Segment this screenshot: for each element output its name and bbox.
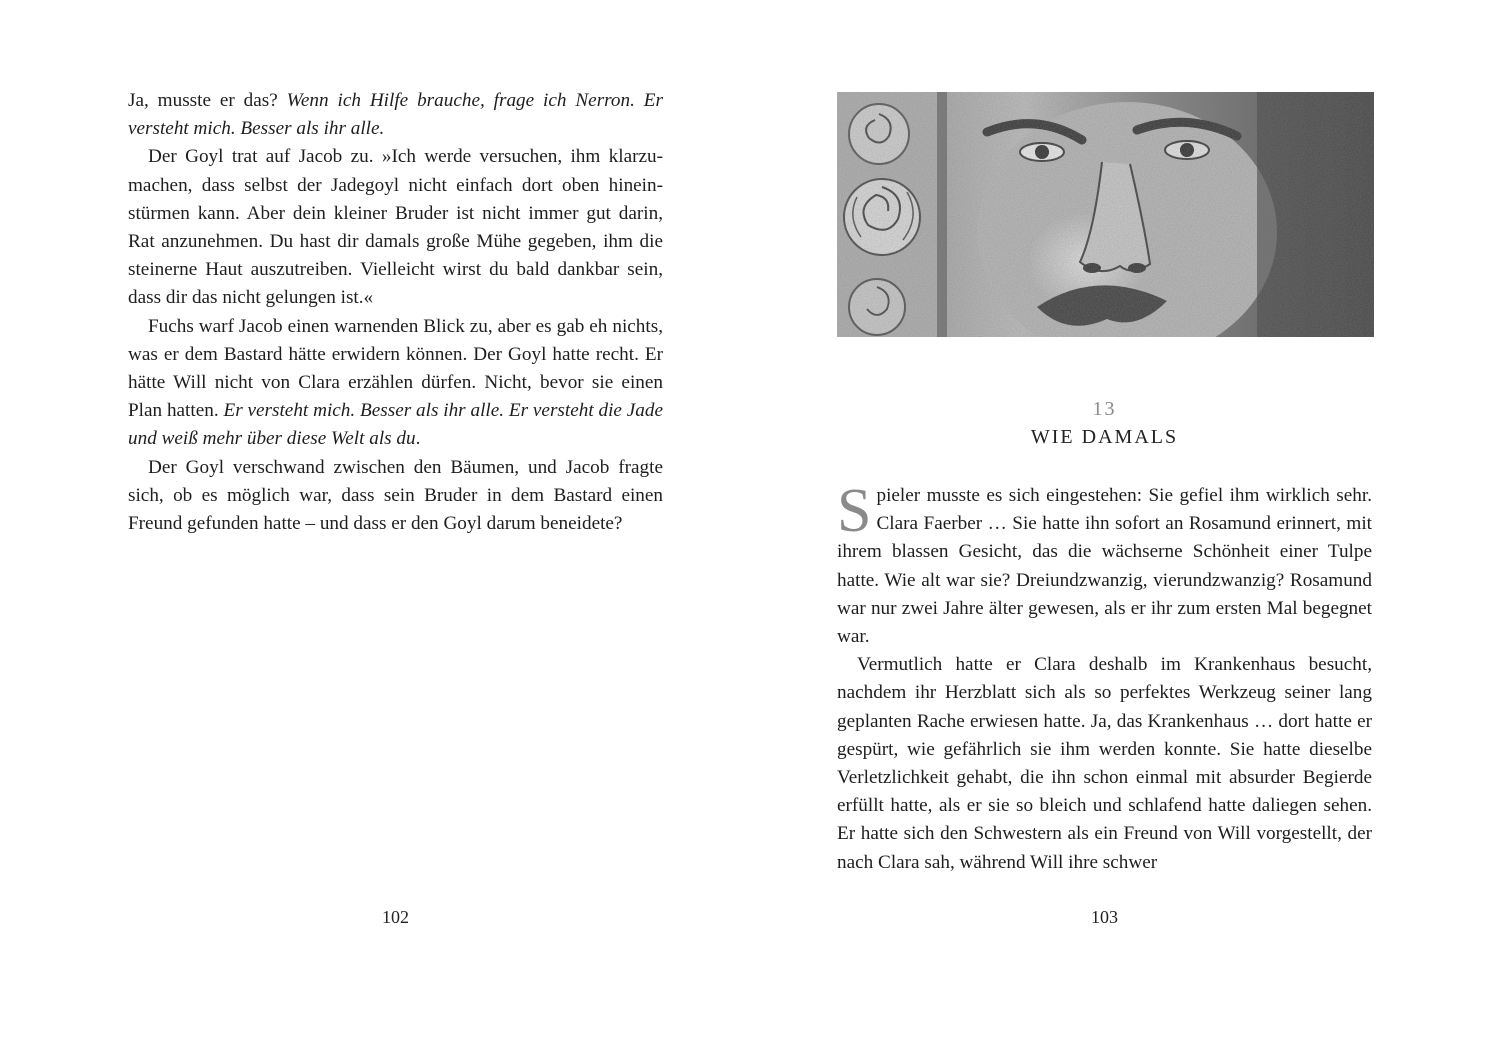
italic-run: Wenn ich Hilfe brauche, frage ich Nerron. Er versteht mich. Besser als ihr alle.: [128, 90, 663, 140]
right-body-text: [837, 477, 1372, 877]
page-number-left: 102: [382, 907, 409, 927]
left-page: [128, 0, 663, 1050]
text-run: Vermutlich hatte er Clara deshalb im Krankenhaus besucht, nachdem ihr Herzblatt sich als so perfektes Werkzeug seiner lang geplanten Rache erwiesen hatte. Ja, das Krankenhaus … dort hatte er gespürt, wie gefährlich sie ihm werden konnte. Sie hatte dieselbe Verletzlichkeit gehabt, die ihn schon einmal mit absurder Begierde erfüllt hatte, als er sie so bleich und schlafend hatte daliegen sehen. Er hatte sich den Schwestern als ein Freund von Will vorgestellt, der nach Clara sah, während Will ihre schwer: [837, 654, 1372, 873]
text-run: Der Goyl trat auf Jacob zu. »Ich werde versuchen, ihm klarzumachen, dass selbst der Jadegoyl nicht einfach dort oben hineinstürmen kann. Aber dein kleiner Bruder ist nicht immer gut darin, Rat anzunehmen. Du hast dir damals große Mühe gegeben, ihm die steinerne Haut auszutreiben. Vielleicht wirst du bald dankbar sein, dass dir das nicht gelungen ist.«: [128, 146, 663, 309]
right-page: [837, 0, 1372, 1050]
paragraph: [128, 87, 663, 143]
drop-cap: S: [837, 477, 872, 545]
text-run: .: [415, 428, 421, 450]
text-run: Der Goyl verschwand zwischen den Bäumen, und Jacob fragte sich, ob es möglich war, dass sein Bruder in dem Bastard einen Freund gefunden hatte – und dass er den Goyl darum beneidete?: [128, 456, 663, 535]
page-number-right: 103: [1091, 907, 1118, 927]
italic-run: Er versteht mich. Besser als ihr alle. Er versteht die Jade und weiß mehr über diese Welt als du: [128, 400, 663, 450]
chapter-number: 13: [1092, 398, 1117, 420]
paragraph: [128, 454, 663, 539]
left-body-text: [128, 87, 663, 538]
text-run: Fuchs warf Jacob einen warnenden Blick zu, aber es gab eh nichts, was er dem Bastard hätte erwidern können. Der Goyl hatte recht. Er hätte Will nicht von Clara erzählen dürfen. Nicht, bevor sie einen Plan hatten.: [128, 315, 663, 422]
chapter-illustration: [837, 92, 1374, 337]
paragraph: [837, 651, 1372, 877]
paragraph: [128, 313, 663, 454]
paragraph: [128, 143, 663, 312]
text-run: pieler musste es sich eingestehen: Sie gefiel ihm wirklich sehr. Clara Faerber … Sie hatte ihn sofort an Rosamund erinnert, mit ihrem blassen Gesicht, das die wächserne Schönheit einer Tulpe hatte. Wie alt war sie? Dreiundzwanzig, vierundzwanzig? Rosamund war nur zwei Jahre älter gewesen, als er ihr zum ersten Mal begegnet war.: [837, 485, 1372, 648]
text-run: Ja, musste er das?: [128, 90, 287, 111]
chapter-title: WIE DAMALS: [1030, 426, 1179, 448]
paragraph: [837, 477, 1372, 651]
